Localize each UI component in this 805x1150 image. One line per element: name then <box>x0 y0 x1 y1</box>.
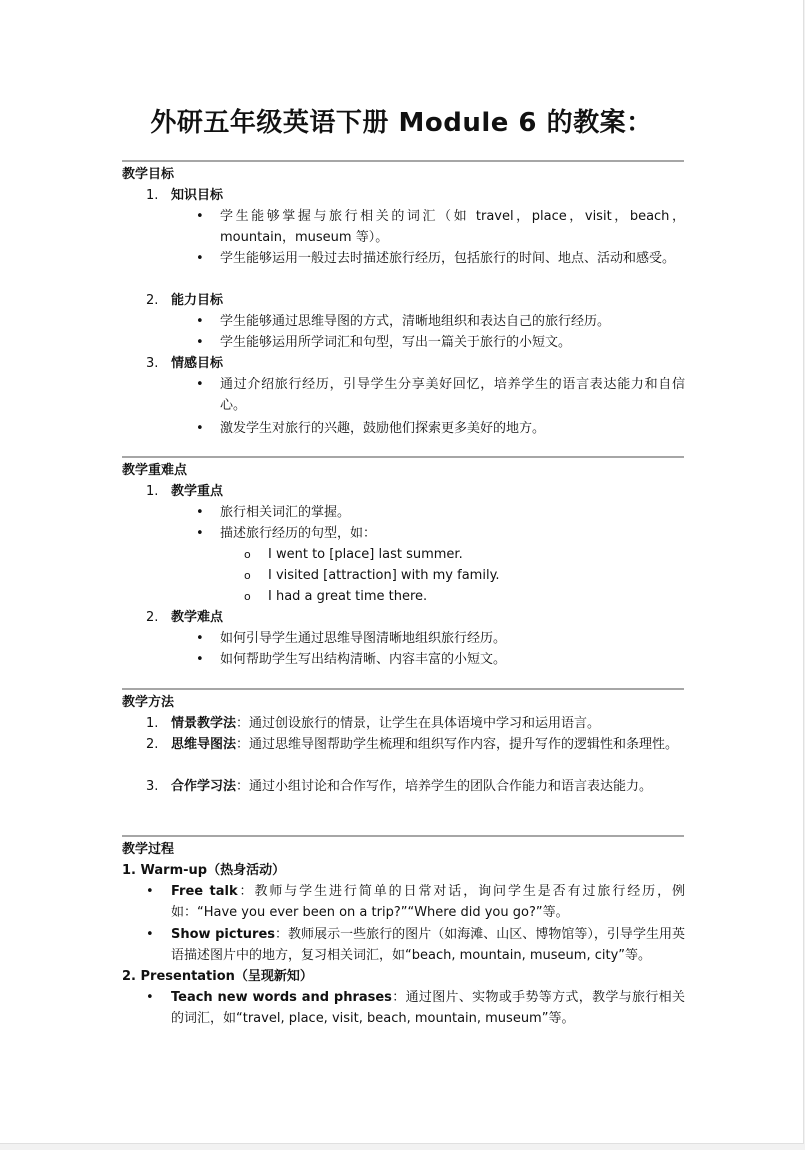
step-heading-warmup: 1. Warm-up（热身活动） <box>122 863 286 878</box>
list-item: 如何帮助学生写出结构清晰、内容丰富的小短文。 <box>220 652 507 667</box>
process-item <box>171 881 685 923</box>
bullet-icon: • <box>196 251 204 266</box>
section-heading-methods: 教学方法 <box>122 695 175 710</box>
section-divider <box>122 160 684 162</box>
method-desc: ：通过思维导图帮助学生梳理和组织写作内容，提升写作的逻辑性和条理性。 <box>236 737 679 752</box>
list-item: 激发学生对旅行的兴趣，鼓励他们探索更多美好的地方。 <box>220 421 546 436</box>
subheading-difficulty: 教学难点 <box>171 610 224 625</box>
bullet-icon: • <box>196 335 204 350</box>
bullet-icon: • <box>196 314 204 329</box>
sentence-pattern: I visited [attraction] with my family. <box>268 568 500 583</box>
list-number: 1. <box>146 188 159 203</box>
activity-term: Free talk <box>171 884 238 899</box>
bullet-icon: • <box>196 209 204 224</box>
section-divider <box>122 835 684 837</box>
bullet-icon: • <box>196 421 204 436</box>
bullet-icon: • <box>146 884 154 899</box>
bullet-icon: • <box>146 990 154 1005</box>
activity-desc: ：教师展示一些旅行的图片（如海滩、山区、博物馆等），引导学生用英语描述图片中的地方，复习相关词汇，如“beach, mountain, museum, city”等。 <box>171 927 685 963</box>
section-divider <box>122 456 684 458</box>
method-item <box>171 734 685 755</box>
method-term: 思维导图法 <box>171 737 237 752</box>
sub-bullet-icon: o <box>244 590 251 603</box>
list-item: 学生能够掌握与旅行相关的词汇（如 travel，place，visit，beach，mountain，museum 等）。 <box>220 209 685 245</box>
list-item: 学生能够通过思维导图的方式，清晰地组织和表达自己的旅行经历。 <box>220 314 611 329</box>
step-heading-presentation: 2. Presentation（呈现新知） <box>122 969 313 984</box>
bullet-icon: • <box>196 377 204 392</box>
list-number: 3. <box>146 779 159 794</box>
subheading-ability: 能力目标 <box>171 293 224 308</box>
list-item: 旅行相关词汇的掌握。 <box>220 505 351 520</box>
sub-bullet-icon: o <box>244 569 251 582</box>
section-divider <box>122 688 684 690</box>
activity-term: Teach new words and phrases <box>171 990 392 1005</box>
bullet-icon: • <box>146 927 154 942</box>
list-number: 1. <box>146 716 159 731</box>
activity-desc: ：通过图片、实物或手势等方式，教学与旅行相关的词汇，如“travel, place, visit, beach, mountain, museum”等。 <box>171 990 685 1026</box>
activity-term: Show pictures <box>171 927 276 942</box>
sub-bullet-icon: o <box>244 548 251 561</box>
subheading-focus: 教学重点 <box>171 484 224 499</box>
method-item <box>171 776 685 797</box>
process-item <box>171 987 685 1029</box>
list-number: 1. <box>146 484 159 499</box>
list-item: 学生能够运用所学词汇和句型，写出一篇关于旅行的小短文。 <box>220 335 572 350</box>
list-item: 通过介绍旅行经历，引导学生分享美好回忆，培养学生的语言表达能力和自信心。 <box>220 377 685 413</box>
bullet-icon: • <box>196 652 204 667</box>
list-item: 描述旅行经历的句型，如： <box>220 526 377 541</box>
page-title: 外研五年级英语下册 Module 6 的教案： <box>150 108 653 138</box>
list-item: 如何引导学生通过思维导图清晰地组织旅行经历。 <box>220 631 507 646</box>
list-number: 3. <box>146 356 159 371</box>
activity-desc: ：教师与学生进行简单的日常对话，询问学生是否有过旅行经历，例如：“Have you ever been on a trip?”“Where did you go?”等。 <box>171 884 685 920</box>
sentence-pattern: I went to [place] last summer. <box>268 547 463 562</box>
method-term: 情景教学法 <box>171 716 237 731</box>
subheading-knowledge: 知识目标 <box>171 188 224 203</box>
list-item: 学生能够运用一般过去时描述旅行经历，包括旅行的时间、地点、活动和感受。 <box>220 251 676 266</box>
bullet-icon: • <box>196 526 204 541</box>
method-item <box>171 713 685 734</box>
bullet-icon: • <box>196 631 204 646</box>
list-number: 2. <box>146 737 159 752</box>
section-heading-goals: 教学目标 <box>122 167 175 182</box>
subheading-emotion: 情感目标 <box>171 356 224 371</box>
process-item <box>171 924 685 966</box>
method-term: 合作学习法 <box>171 779 237 794</box>
method-desc: ：通过创设旅行的情景，让学生在具体语境中学习和运用语言。 <box>236 716 601 731</box>
list-number: 2. <box>146 293 159 308</box>
method-desc: ：通过小组讨论和合作写作，培养学生的团队合作能力和语言表达能力。 <box>236 779 653 794</box>
section-heading-process: 教学过程 <box>122 842 175 857</box>
sentence-pattern: I had a great time there. <box>268 589 428 604</box>
section-heading-key-points: 教学重难点 <box>122 463 188 478</box>
bullet-icon: • <box>196 505 204 520</box>
list-number: 2. <box>146 610 159 625</box>
